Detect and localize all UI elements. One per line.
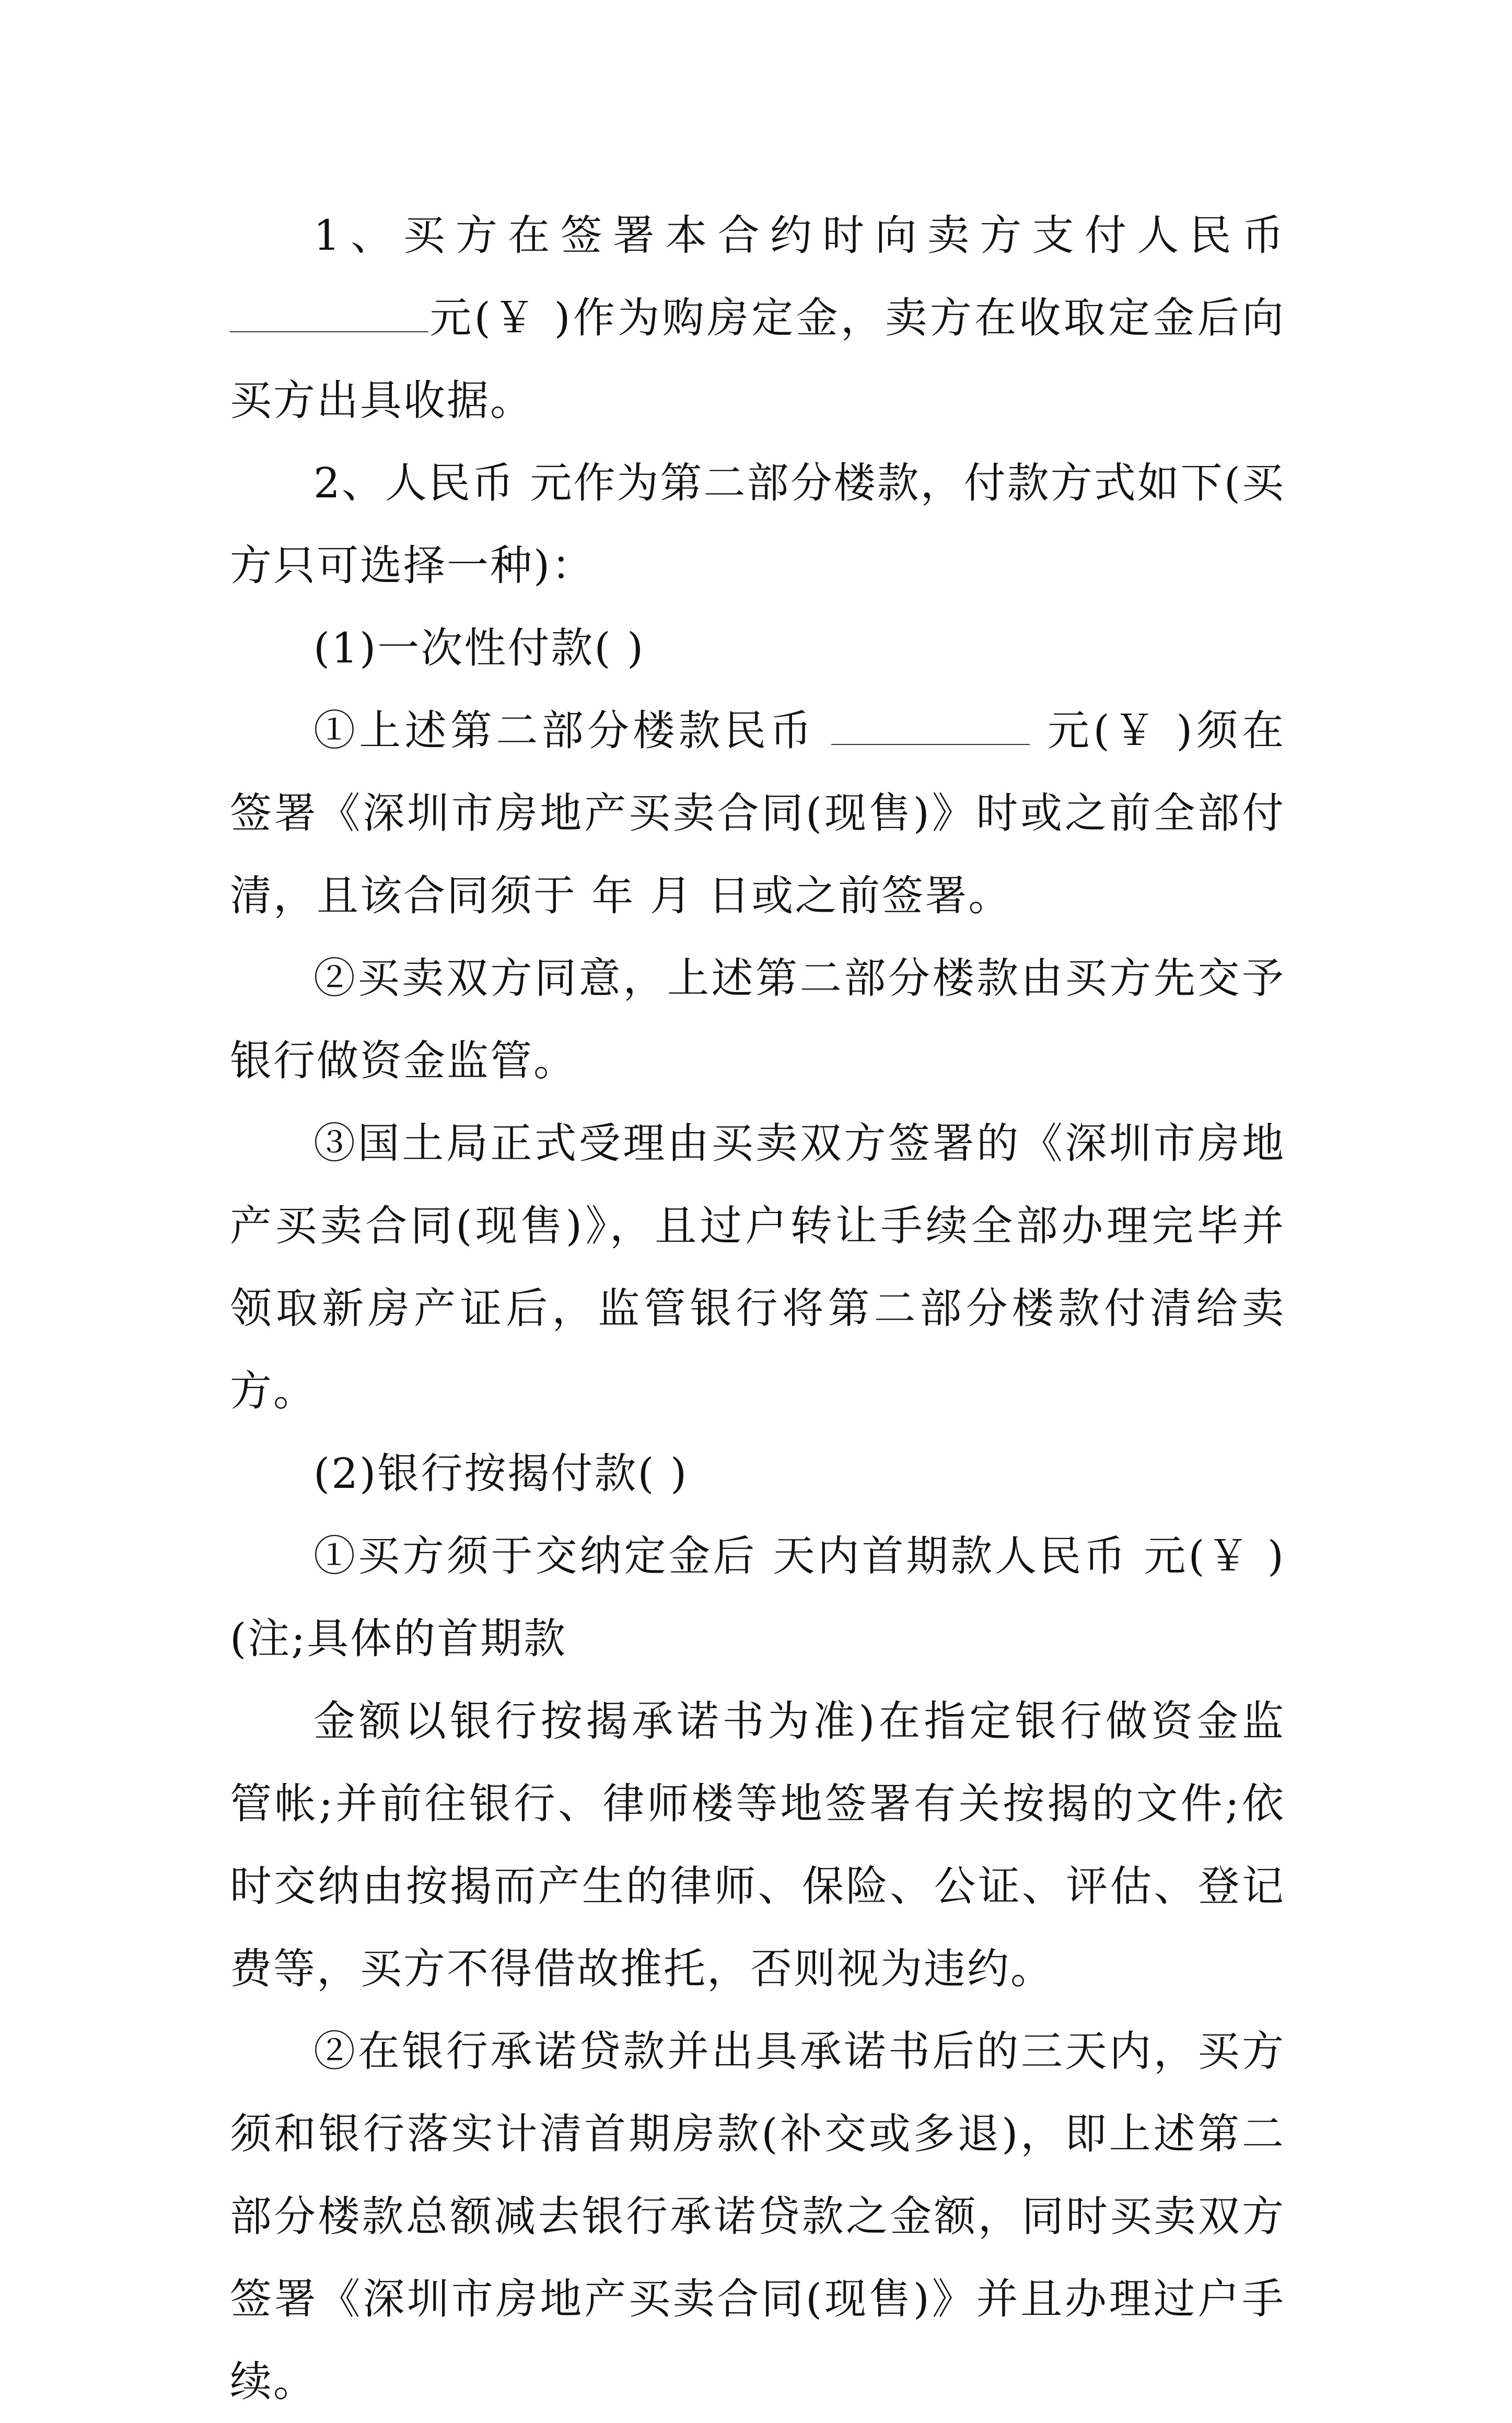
paragraph-mortgage-1 (230, 1515, 1285, 1680)
paragraph-text: ①买方须于交纳定金后 天内首期款人民币 元(￥ )(注;具体的首期款 (230, 1532, 1285, 1663)
paragraph-text: (1)一次性付款( ) (313, 624, 645, 672)
paragraph-lump-sum-1 (230, 690, 1285, 937)
document-body (230, 194, 1285, 2423)
paragraph-text: ②买卖双方同意，上述第二部分楼款由买方先交予银行做资金监管。 (230, 954, 1285, 1085)
paragraph-text: 1、买方在签署本合约时向卖方支付人民币 (313, 211, 1285, 260)
paragraph-text: (2)银行按揭付款( ) (313, 1449, 689, 1498)
amount-blank (230, 284, 428, 332)
paragraph-mortgage-2 (230, 2010, 1285, 2423)
paragraph-text: ②在银行承诺贷款并出具承诺书后的三天内，买方须和银行落实计清首期房款(补交或多退)，即上述第二部分楼款总额减去银行承诺贷款之金额，同时买卖双方签署《深圳市房地产买卖合同(现售)》并且办理过户手续。 (230, 2027, 1285, 2406)
paragraph-text: ③国土局正式受理由买卖双方签署的《深圳市房地产买卖合同(现售)》，且过户转让手续全部办理完毕并领取新房产证后，监管银行将第二部分楼款付清给卖方。 (230, 1119, 1285, 1415)
paragraph-text: ①上述第二部分楼款民币 (313, 706, 816, 755)
paragraph-second-payment (230, 442, 1285, 607)
paragraph-text: 2、人民币 元作为第二部分楼款，付款方式如下(买方只可选择一种)： (230, 459, 1285, 590)
paragraph-lump-sum-3 (230, 1102, 1285, 1432)
paragraph-text: 元(￥ )须在签署《深圳市房地产买卖合同(现售)》时或之前全部付清，且该合同须于 年 月 日或之前签署。 (230, 706, 1286, 920)
paragraph-text: 元(￥ )作为购房定金，卖方在收取定金后向买方出具收据。 (230, 294, 1285, 425)
paragraph-lump-sum-heading (230, 607, 1285, 690)
paragraph-mortgage-heading (230, 1432, 1285, 1515)
paragraph-mortgage-1-cont (230, 1680, 1285, 2010)
paragraph-text: 金额以银行按揭承诺书为准)在指定银行做资金监管帐;并前往银行、律师楼等地签署有关按揭的文件;依时交纳由按揭而产生的律师、保险、公证、评估、登记费等，买方不得借故推托，否则视为违约。 (230, 1697, 1285, 1993)
paragraph-lump-sum-2 (230, 937, 1285, 1102)
paragraph-deposit (230, 194, 1285, 442)
amount-blank (831, 697, 1030, 745)
